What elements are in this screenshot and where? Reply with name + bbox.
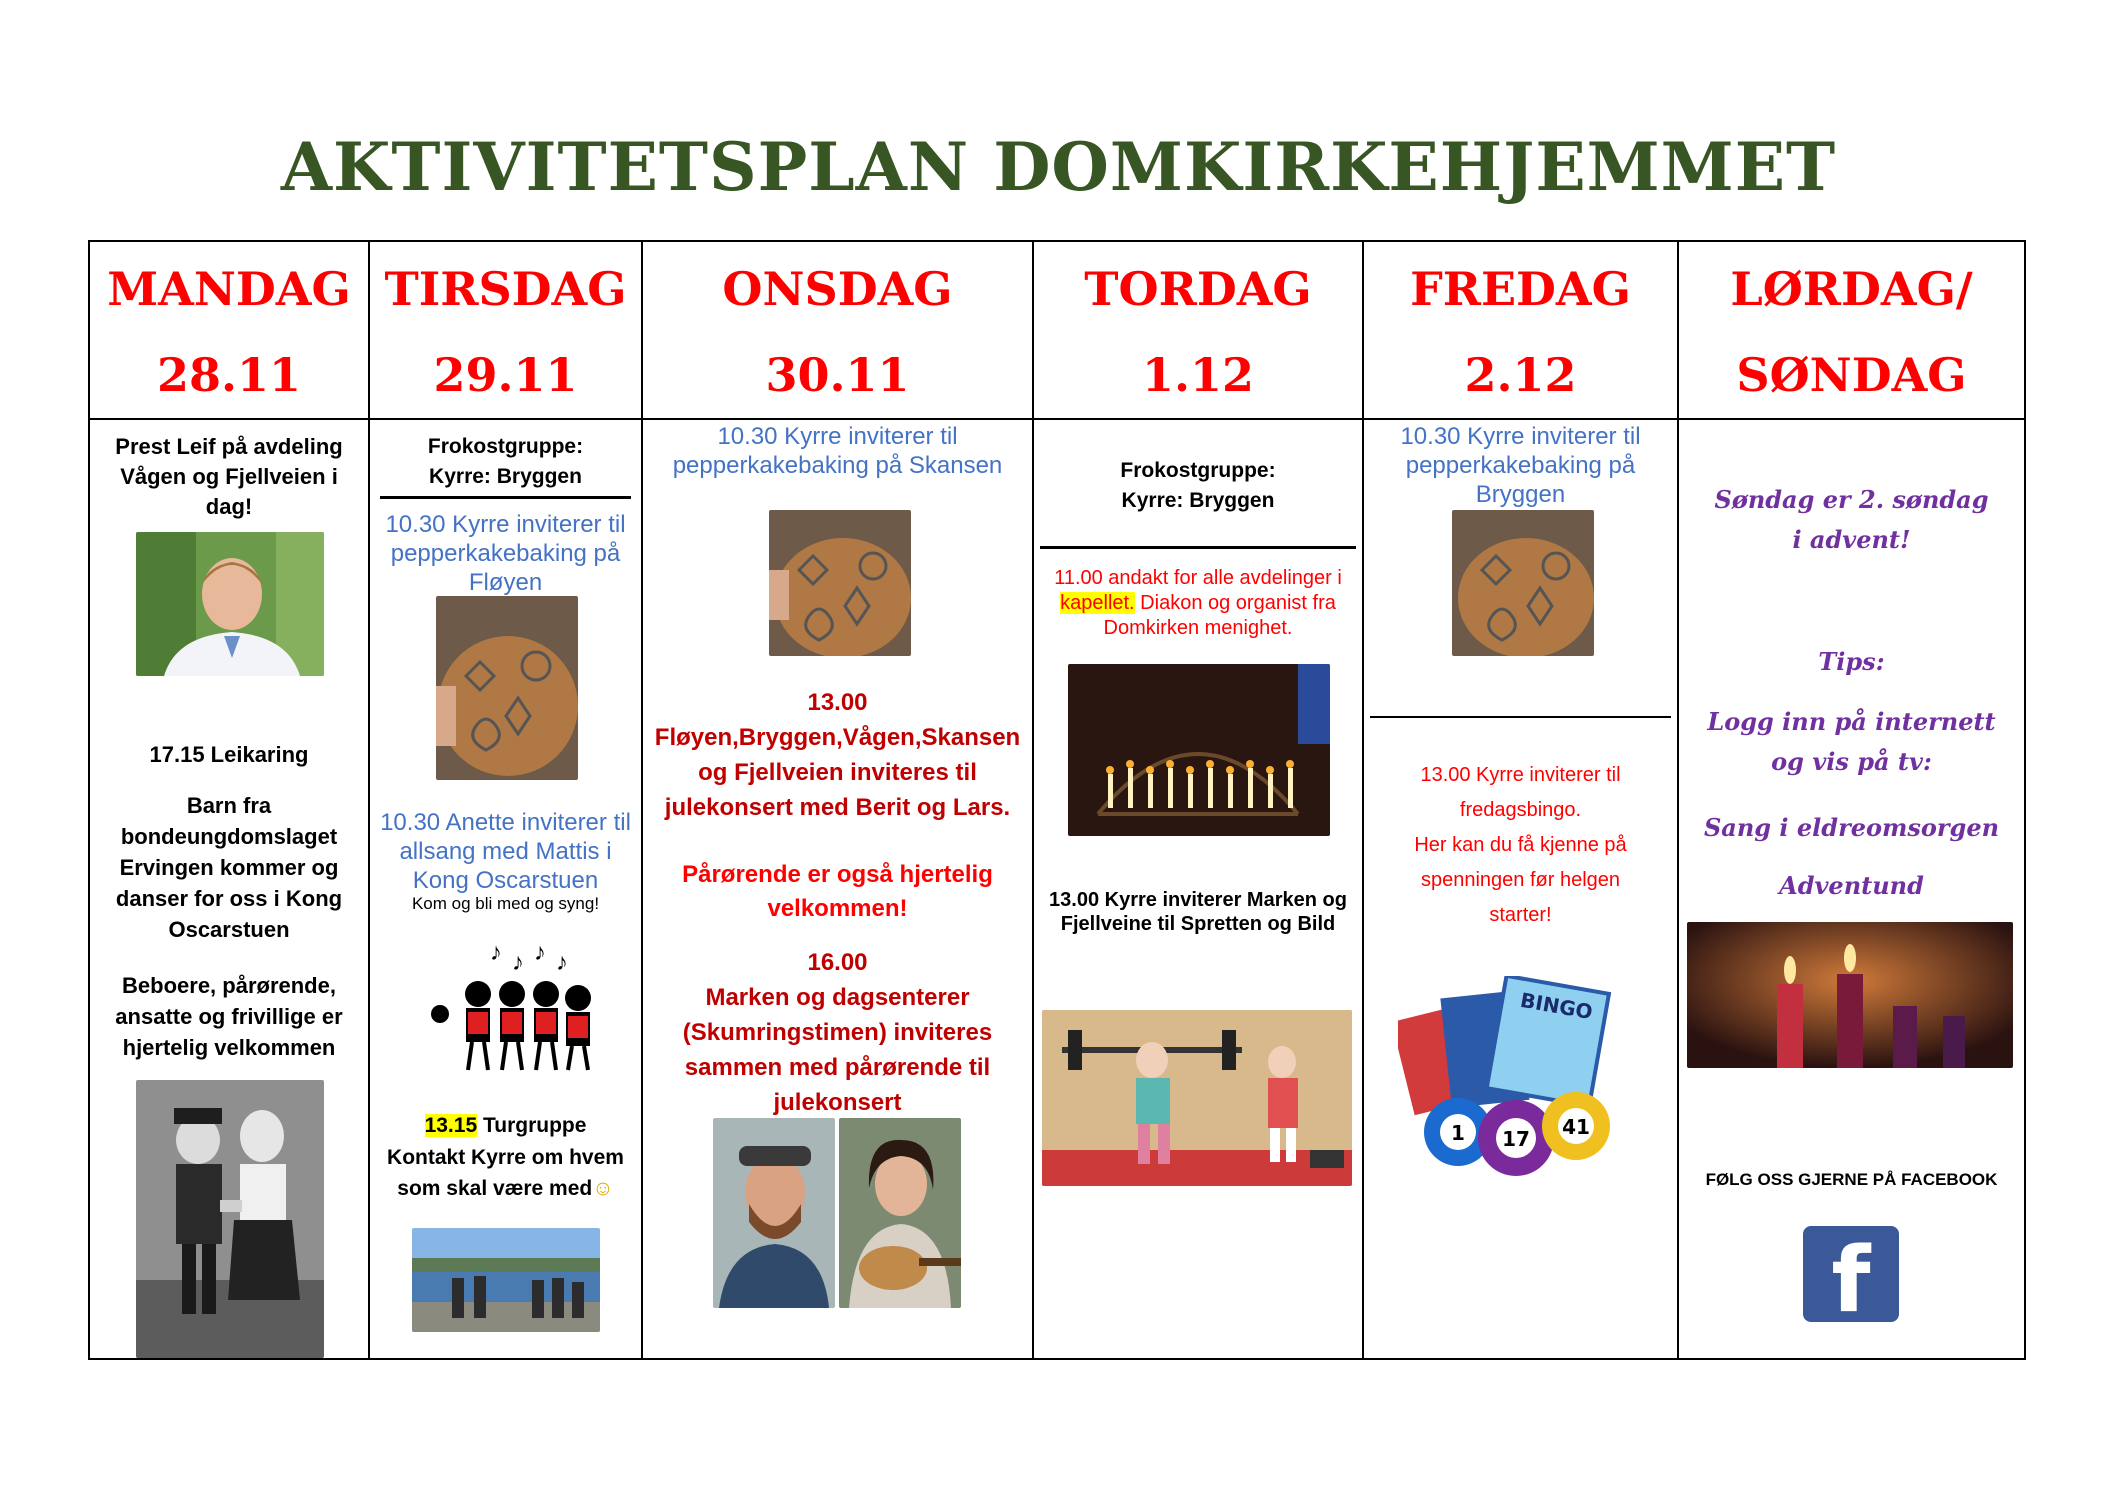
baking-text: 10.30 Kyrre inviterer til pepperkakebaking på Skansen — [672, 423, 1003, 479]
tur-contact-text: Kontakt Kyrre om hvem som skal være med — [387, 1146, 624, 1200]
frokost-label: Frokostgruppe: — [427, 435, 584, 458]
svg-text:♪: ♪ — [512, 949, 524, 976]
gingerbread-photo — [436, 596, 578, 780]
day-date: 2.12 — [1464, 348, 1577, 402]
header-tuesday — [369, 241, 642, 419]
frokost-kyrre: Kyrre: Bryggen — [1121, 489, 1275, 512]
singing-choir-clipart — [420, 938, 596, 1074]
allsang-text: 10.30 Anette inviterer til allsang med Mattis i Kong Oscarstuen — [380, 809, 631, 894]
bingo-line-2: fredagsbingo. — [1459, 799, 1582, 821]
concert1-time: 13.00 — [807, 689, 868, 716]
walk-group-photo — [412, 1228, 600, 1332]
bingo-line-1: 13.00 Kyrre inviterer til — [1420, 764, 1621, 786]
login-text: Logg inn på internett og vis på tv: — [1707, 707, 1996, 776]
musician-berit-photo — [839, 1118, 961, 1308]
advent-text: Søndag er 2. søndag i advent! — [1714, 485, 1989, 554]
relatives-text: Pårørende er også hjertelig velkommen! — [682, 861, 993, 922]
header-thursday — [1033, 241, 1363, 419]
cell-tuesday — [369, 419, 642, 1359]
sprett-text: 13.00 Kyrre inviterer Marken og Fjellveine til Spretten og Bild — [1049, 889, 1347, 935]
day-name: TIRSDAG — [384, 262, 627, 316]
facebook-icon[interactable]: f — [1803, 1226, 1899, 1322]
frokost-label: Frokostgruppe: — [1120, 459, 1276, 482]
tur-label: Turgruppe — [477, 1114, 587, 1137]
cell-weekend — [1678, 419, 2025, 1359]
bingo-line-4: spenningen før helgen — [1420, 869, 1621, 891]
baking-text: 10.30 Kyrre inviterer til pepperkakebaking på Fløyen — [385, 511, 626, 596]
bingo-line-5: starter! — [1489, 904, 1552, 926]
tur-time: 13.15 — [424, 1114, 478, 1137]
day-date: 28.11 — [156, 348, 302, 402]
header-friday — [1363, 241, 1678, 419]
svg-text:♪: ♪ — [534, 939, 546, 966]
page-title: AKTIVITETSPLAN DOMKIRKEHJEMMET — [280, 128, 1837, 206]
day-name: FREDAG — [1410, 262, 1631, 316]
cell-monday — [89, 419, 369, 1359]
day-date: 1.12 — [1141, 348, 1255, 402]
allsang-sub: Kom og bli med og syng! — [411, 894, 600, 913]
ball-1: 1 — [1451, 1121, 1465, 1145]
gingerbread-photo — [769, 510, 911, 656]
musician-lars-photo — [713, 1118, 835, 1308]
leikaring-desc: Barn fra bondeungdomslaget Ervingen kommer og danser for oss i Kong Oscarstuen — [115, 793, 343, 942]
smiley-icon: ☺ — [592, 1177, 614, 1200]
day-name: TORDAG — [1084, 262, 1312, 316]
tur-line — [370, 1110, 641, 1141]
andakt-text — [1034, 566, 1362, 641]
svg-text:♪: ♪ — [490, 939, 502, 966]
bingo-word: BINGO — [1518, 987, 1595, 1025]
header-wednesday — [642, 241, 1033, 419]
concert2-text: Marken og dagsenterer (Skumringstimen) inviteres sammen med pårørende til julekonsert — [682, 984, 993, 1116]
cell-thursday — [1033, 419, 1363, 1359]
divider — [1040, 546, 1356, 549]
ball-2: 17 — [1502, 1127, 1530, 1151]
facebook-text: FØLG OSS GJERNE PÅ FACEBOOK — [1705, 1170, 1998, 1189]
welcome-text: Beboere, pårørende, ansatte og frivillige er hjertelig velkommen — [115, 973, 343, 1060]
tur-contact — [370, 1142, 641, 1204]
day-date: SØNDAG — [1736, 348, 1967, 402]
day-name: ONSDAG — [722, 262, 953, 316]
candle-chandelier-photo — [1068, 664, 1330, 836]
priest-photo — [136, 532, 324, 676]
day-date: 30.11 — [765, 348, 910, 402]
bingo-line-3: Her kan du få kjenne på — [1414, 834, 1627, 856]
header-weekend — [1678, 241, 2025, 419]
leikaring-time: 17.15 Leikaring — [149, 742, 309, 767]
concert1-text: Fløyen,Bryggen,Vågen,Skansen og Fjellveien inviteres til julekonsert med Berit og Lars. — [654, 724, 1021, 821]
divider — [380, 496, 631, 499]
andakt-hl: kapellet. — [1060, 592, 1135, 614]
baking-text: 10.30 Kyrre inviterer til pepperkakebaking på Bryggen — [1400, 423, 1641, 508]
bingo-clipart — [1398, 976, 1632, 1176]
frokost-kyrre: Kyrre: Bryggen — [429, 465, 582, 488]
day-date: 29.11 — [433, 348, 578, 402]
gingerbread-photo — [1452, 510, 1594, 656]
concert2-time: 16.00 — [807, 949, 868, 976]
tips-label: Tips: — [1818, 647, 1885, 676]
svg-text:♪: ♪ — [556, 949, 568, 976]
prest-text: Prest Leif på avdeling Vågen og Fjellveien i dag! — [115, 434, 343, 519]
cell-wednesday — [642, 419, 1033, 1359]
andakt-post: Diakon og organist fra Domkirken menighet. — [1103, 592, 1336, 639]
header-monday — [89, 241, 369, 419]
weightlifting-photo — [1042, 1010, 1352, 1186]
ball-3: 41 — [1562, 1115, 1590, 1139]
children-dance-photo — [136, 1080, 324, 1358]
day-name: LØRDAG/ — [1730, 262, 1973, 316]
advent-candles-photo — [1687, 922, 2013, 1068]
day-name: MANDAG — [107, 262, 351, 316]
activity-table — [88, 240, 2026, 1360]
cell-friday — [1363, 419, 1678, 1359]
divider — [1370, 716, 1671, 718]
sang-text: Sang i eldreomsorgen — [1703, 813, 2000, 842]
adventund-text: Adventund — [1779, 871, 1924, 900]
andakt-pre: 11.00 andakt for alle avdelinger i — [1054, 567, 1342, 589]
